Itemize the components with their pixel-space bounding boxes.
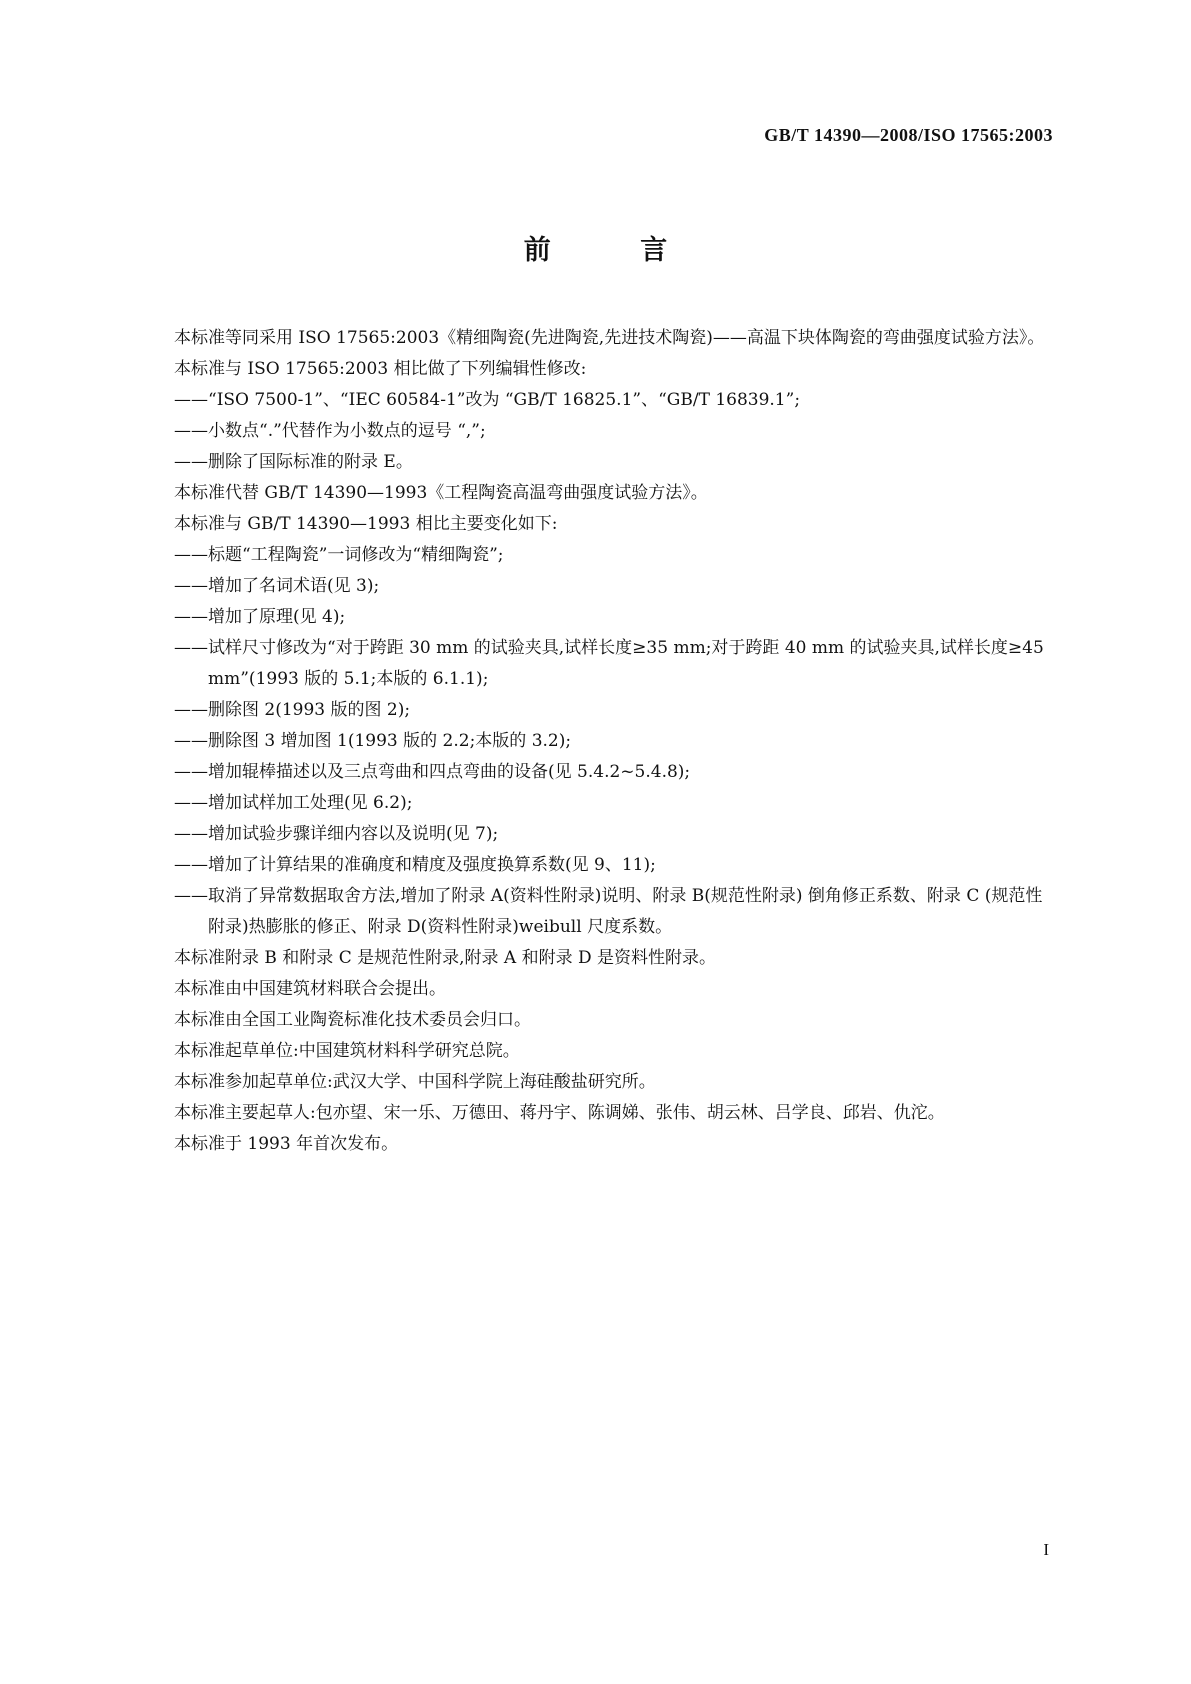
foreword-body	[174, 323, 1058, 1160]
closing-paragraph: 本标准主要起草人:包亦望、宋一乐、万德田、蒋丹宇、陈调娣、张伟、胡云林、吕学良、邱岩、仇沱。	[174, 1103, 945, 1123]
dash-marker: ——	[174, 638, 208, 658]
list-item: ——“ISO 7500-1”、“IEC 60584-1”改为 “GB/T 16825.1”、“GB/T 16839.1”;	[174, 385, 1058, 416]
list-item: ——增加了计算结果的准确度和精度及强度换算系数(见 9、11);	[174, 850, 1058, 881]
closing-paragraph: 本标准于 1993 年首次发布。	[174, 1134, 399, 1154]
list-item: ——增加辊棒描述以及三点弯曲和四点弯曲的设备(见 5.4.2~5.4.8);	[174, 757, 1058, 788]
replaces-paragraph: 本标准代替 GB/T 14390—1993《工程陶瓷高温弯曲强度试验方法》。	[174, 483, 708, 503]
list-item: ——增加试验步骤详细内容以及说明(见 7);	[174, 819, 1058, 850]
page-number: I	[1043, 1540, 1049, 1559]
dash-marker: ——	[174, 824, 208, 844]
dash-marker: ——	[174, 576, 208, 596]
list-item: ——增加试样加工处理(见 6.2);	[174, 788, 1058, 819]
list-item: ——删除了国际标准的附录 E。	[174, 447, 1058, 478]
dash-marker: ——	[174, 886, 208, 906]
closing-paragraph: 本标准参加起草单位:武汉大学、中国科学院上海硅酸盐研究所。	[174, 1072, 656, 1092]
list-item: ——取消了异常数据取舍方法,增加了附录 A(资料性附录)说明、附录 B(规范性附录) 倒角修正系数、附录 C (规范性附录)热膨胀的修正、附录 D(资料性附录)weibull 尺度系数。	[174, 881, 1058, 943]
dash-marker: ——	[174, 421, 208, 441]
dash-marker: ——	[174, 700, 208, 720]
list-item: ——试样尺寸修改为“对于跨距 30 mm 的试验夹具,试样长度≥35 mm;对于跨距 40 mm 的试验夹具,试样长度≥45 mm”(1993 版的 5.1;本版的 6.1.1);	[174, 633, 1058, 695]
list-item: ——增加了名词术语(见 3);	[174, 571, 1058, 602]
dash-marker: ——	[174, 762, 208, 782]
dash-marker: ——	[174, 390, 208, 410]
dash-marker: ——	[174, 607, 208, 627]
dash-marker: ——	[174, 545, 208, 565]
document-code: GB/T 14390—2008/ISO 17565:2003	[764, 125, 1053, 145]
closing-paragraph: 本标准起草单位:中国建筑材料科学研究总院。	[174, 1041, 520, 1061]
closing-paragraph: 本标准由全国工业陶瓷标准化技术委员会归口。	[174, 1010, 531, 1030]
closing-paragraph: 本标准附录 B 和附录 C 是规范性附录,附录 A 和附录 D 是资料性附录。	[174, 948, 717, 968]
page-title: 前 言	[523, 235, 708, 266]
dash-marker: ——	[174, 793, 208, 813]
changes-intro: 本标准与 GB/T 14390—1993 相比主要变化如下:	[174, 514, 558, 534]
dash-marker: ——	[174, 731, 208, 751]
closing-paragraph: 本标准由中国建筑材料联合会提出。	[174, 979, 446, 999]
list-item: ——小数点“.”代替作为小数点的逗号 “,”;	[174, 416, 1058, 447]
intro-paragraph: 本标准等同采用 ISO 17565:2003《精细陶瓷(先进陶瓷,先进技术陶瓷)——高温下块体陶瓷的弯曲强度试验方法》。	[174, 328, 1045, 348]
list-item: ——增加了原理(见 4);	[174, 602, 1058, 633]
dash-marker: ——	[174, 452, 208, 472]
list-item: ——删除图 2(1993 版的图 2);	[174, 695, 1058, 726]
list-item: ——删除图 3 增加图 1(1993 版的 2.2;本版的 3.2);	[174, 726, 1058, 757]
list-item: ——标题“工程陶瓷”一词修改为“精细陶瓷”;	[174, 540, 1058, 571]
dash-marker: ——	[174, 855, 208, 875]
editorial-intro: 本标准与 ISO 17565:2003 相比做了下列编辑性修改:	[174, 359, 587, 379]
